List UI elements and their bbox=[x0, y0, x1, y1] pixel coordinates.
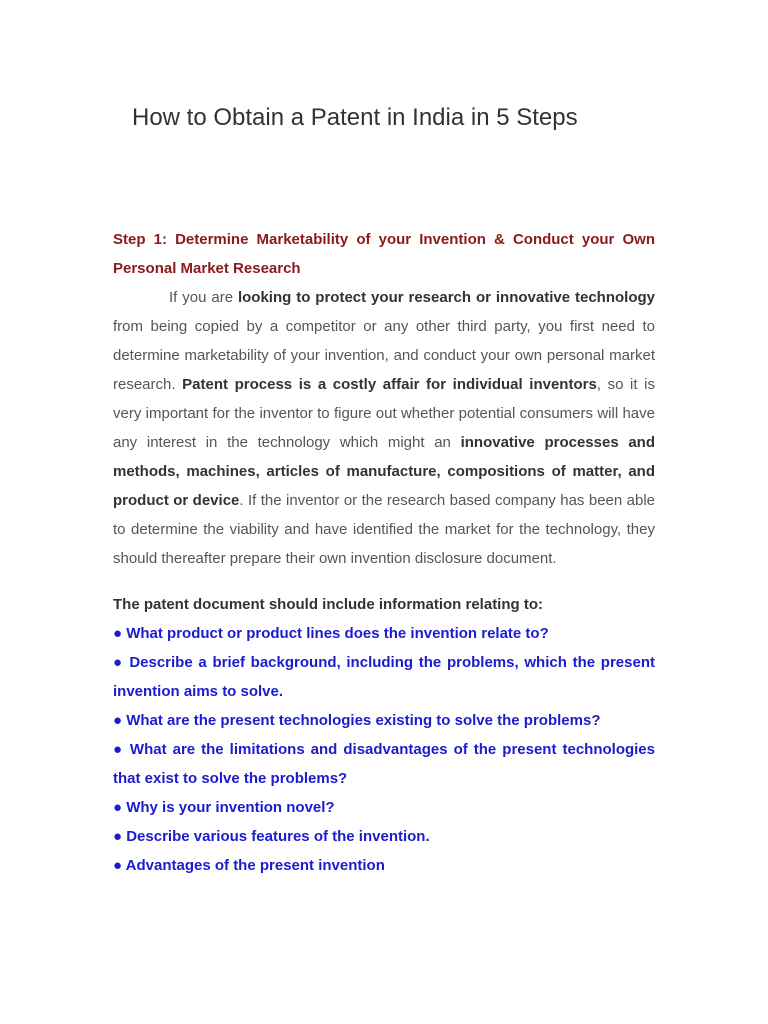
paragraph-text: from being copied by a competitor or any other third party, you first need to determine marketability of your invention, and conduct your own personal market research. bbox=[113, 318, 655, 393]
paragraph-emphasis: looking to protect your research or innovative technology bbox=[237, 289, 655, 306]
document-body bbox=[113, 225, 655, 880]
list-item: ● Describe various features of the invention. bbox=[113, 828, 430, 845]
paragraph-text: . If the inventor or the research based company has been able to determine the viability and have identified the market for the technology, they should thereafter prepare their own invention disclosure document. bbox=[113, 492, 656, 567]
list-item: ● What are the limitations and disadvantages of the present technologies that exist to solve the problems? bbox=[113, 741, 655, 787]
step-1-paragraph bbox=[113, 283, 655, 573]
list-item: ● What product or product lines does the invention relate to? bbox=[113, 625, 549, 642]
list-item: ● Advantages of the present invention bbox=[113, 857, 385, 874]
list-item: ● What are the present technologies existing to solve the problems? bbox=[113, 712, 601, 729]
list-intro: The patent document should include information relating to: bbox=[113, 596, 543, 613]
paragraph-emphasis: Patent process is a costly affair for individual inventors bbox=[182, 376, 597, 393]
paragraph-text: , so it is very important for the inventor to figure out whether potential consumers will have any interest in the technology which might an bbox=[113, 376, 655, 451]
list-item: ● Describe a brief background, including the problems, which the present invention aims to solve. bbox=[113, 654, 655, 700]
step-1-heading: Step 1: Determine Marketability of your Invention & Conduct your Own Personal Market Research bbox=[113, 231, 655, 277]
list-item: ● Why is your invention novel? bbox=[113, 799, 335, 816]
paragraph-emphasis: innovative processes and methods, machines, articles of manufacture, compositions of matter, and product or device bbox=[113, 434, 655, 509]
bullet-list bbox=[113, 619, 655, 880]
paragraph-text: If you are bbox=[169, 289, 238, 306]
document-title: How to Obtain a Patent in India in 5 Steps bbox=[132, 104, 578, 131]
